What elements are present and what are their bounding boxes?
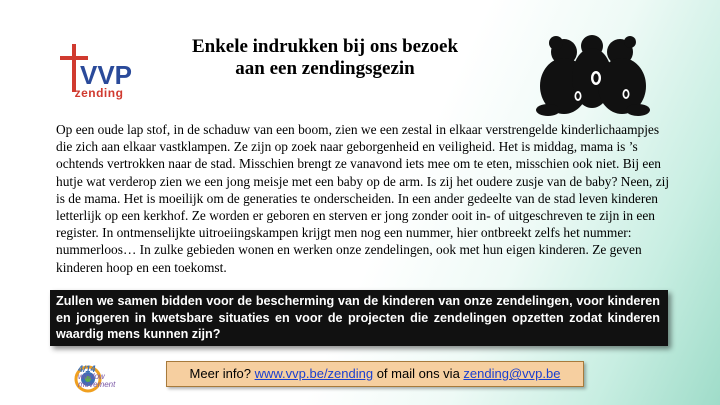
info-middle: of mail ons via <box>373 366 464 381</box>
logo-letters: VVP <box>80 60 133 90</box>
movement-word: movement <box>78 380 116 389</box>
email-link[interactable]: zending@vvp.be <box>463 366 561 381</box>
cross-vertical <box>72 44 76 92</box>
logo-word: zending <box>74 86 124 100</box>
window-movement-text <box>78 365 115 389</box>
window-number: 4/14 <box>78 364 96 374</box>
website-link[interactable]: www.vvp.be/zending <box>254 366 374 381</box>
title-line-2: aan een zendingsgezin <box>235 58 415 79</box>
title-line-1: Enkele indrukken bij ons bezoek <box>191 36 459 57</box>
prayer-box: Zullen we samen bidden voor de bescherming van de kinderen van onze zendelingen, voor kinderen en jongeren in kwetsbare situaties en voor de projecten die zendelingen opzetten zodat kinderen waardig mens kunnen zijn? <box>50 290 668 346</box>
info-prefix: Meer info? <box>189 366 255 381</box>
body-paragraph: Op een oude lap stof, in de schaduw van een boom, zien we een zestal in elkaar verstrengelde kinderlichaampjes die zich aan elkaar vastklampen. Ze zijn op zoek naar geborgenheid en veiligheid. Het is middag, mama is ’s ochtends vertrokken naar de stad. Misschien brengt ze vanavond iets mee om te eten, misschien ook niet. Bij een hutje wat verderop zien we een jong meisje met een baby op de arm. Is zij het oudere zusje van de baby? Neen, zij is de mama. Het is moeilijk om de generaties te onderscheiden. In een ander gedeelte van de stad leven kinderen letterlijk op een kerkhof. Ze worden er geboren en sterven er jong zonder ooit in- of uitgeschreven te zijn in een register. In ontmenselijkte uitroeiingskampen krijgt men nog een nummer, hier ontbreekt zelfs het nummer: nummerloos… In zulke gebieden wonen en werken onze zendelingen, ook met hun eigen kinderen. Ze geven kinderen hoop en een toekomst. <box>56 122 670 275</box>
info-banner <box>166 361 584 387</box>
page-title <box>150 36 500 80</box>
children-silhouette-image <box>534 34 650 118</box>
window-word: window <box>78 372 105 381</box>
